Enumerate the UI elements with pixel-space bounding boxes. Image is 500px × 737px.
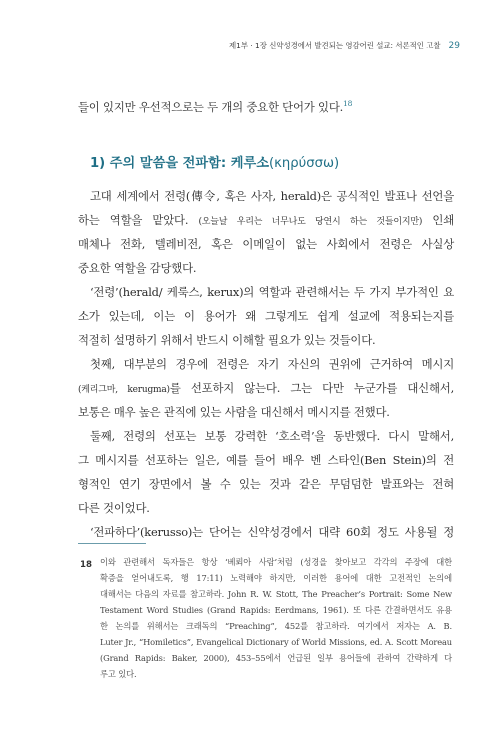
footnote-line: (Grand Rapids: Baker, 2000), 453–55에서 언급된 일부 용어들에 관하여 간략하게 다 [100,653,452,663]
paragraph-line: 보통은 매우 높은 관직에 있는 사람을 대신해서 메시지를 전했다. [78,405,390,419]
paragraph-line: 그 메시지를 선포하는 일은, 예를 들어 배우 벤 스타인(Ben Stein)의 전 [78,453,454,467]
paragraph-line: 다른 것이었다. [78,501,150,515]
footnote-ref[interactable]: 18 [343,99,353,108]
page-number: 29 [448,41,460,51]
footnote-line: 한 논의를 위해서는 크래독의 “Preaching”, 452를 참고하라. 여기에서 저자는 A. B. [100,621,452,631]
running-title: 제1부 · 1장 신약성경에서 발견되는 영감어린 설교: 서론적인 고찰 [229,41,441,50]
section-title: 1) 주의 말씀을 전파함: 케루소(κηρύσσω) [90,156,340,171]
paragraph-line: 둘째, 전령의 선포는 보통 강력한 ‘호소력’을 동반했다. 다시 말해서, [90,429,454,443]
running-header [229,40,460,51]
paragraph-line: 고대 세계에서 전령(傳令, 혹은 사자, herald)은 공식적인 발표나 선언을 [90,189,454,203]
section-title-greek: (κηρύσσω) [268,156,340,171]
paragraph-line: ‘전령’(herald/ 케룩스, kerux)의 역할과 관련해서는 두 가지 부가적인 요 [90,285,454,299]
footnote-line: Testament Word Studies (Grand Rapids: Eerdmans, 1961). 또 다른 간결하면서도 유용 [100,605,452,615]
intro-line: 들이 있지만 우선적으로는 두 개의 중요한 단어가 있다.$^{18}$ [78,99,353,114]
paragraph-line: 첫째, 대부분의 경우에 전령은 자기 자신의 권위에 근거하여 메시지 [90,357,454,371]
paragraph-line: 하는 역할을 맡았다. (오늘날 우리는 너무나도 당연시 하는 것들이지만) 인쇄 [78,213,454,227]
paragraph-line: 형적인 연기 장면에서 볼 수 있는 것과 같은 무덤덤한 발표와는 전혀 [78,477,454,491]
footnote-line: Luter Jr., “Homiletics”, Evangelical Dictionary of World Missions, ed. A. Scott Moreau [100,637,452,647]
footnote-line: 이와 관련해서 독자들은 항상 ‘베뢰아 사람’처럼 (성경을 찾아보고 각각의 주장에 대한 [100,557,452,567]
paragraph-line: ‘전파하다’(kerusso)는 단어는 신약성경에서 대략 60회 정도 사용될 정 [90,525,454,539]
paragraph-line: 중요한 역할을 감당했다. [78,261,197,275]
footnote-number: 18 [80,560,92,570]
paragraph-line: 소가 있는데, 이는 이 용어가 왜 그렇게도 쉽게 설교에 적용되는지를 [78,309,454,323]
footnote-line: 확증을 얻어내도록, 행 17:11) 노력해야 하지만, 이러한 용어에 대한 고전적인 논의에 [100,573,452,583]
paragraph-line: 매체나 전화, 텔레비전, 혹은 이메일이 없는 사회에서 전령은 사실상 [78,237,454,251]
paragraph-line: 적절히 설명하기 위해서 반드시 이해할 필요가 있는 것들이다. [78,333,376,347]
footnote-divider [78,543,146,544]
footnote-line: 루고 있다. [100,669,137,679]
footnote-line: 대해서는 다음의 자료를 참고하라. John R. W. Stott, The Preacher’s Portrait: Some New [100,589,452,599]
paragraph-line: (케리그마, kerugma)를 선포하지 않는다. 그는 다만 누군가를 대신해서, [78,381,455,395]
